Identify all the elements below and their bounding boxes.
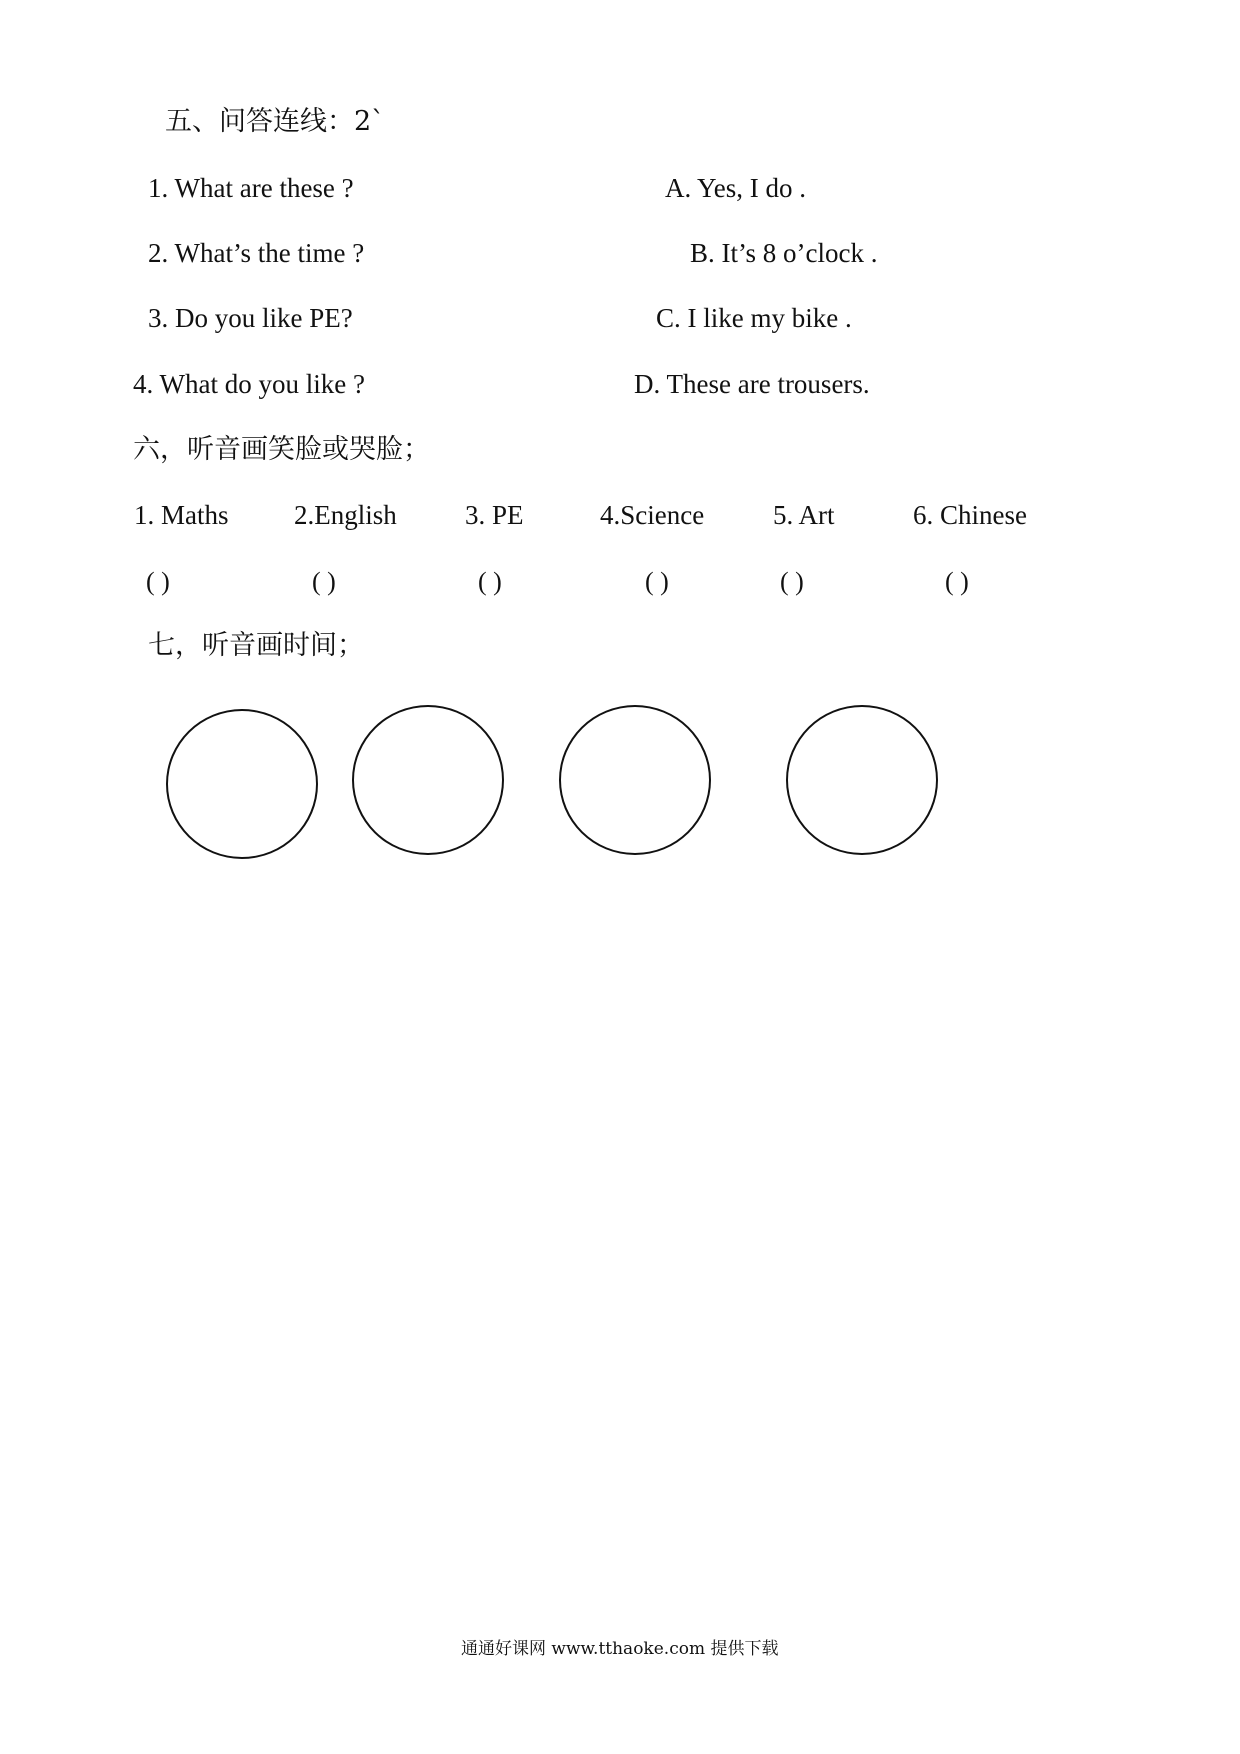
answer-blank[interactable]: ( ) [146, 567, 170, 596]
answer-b: B. It’s 8 o’clock . [690, 238, 878, 268]
question-4: 4. What do you like ? [133, 369, 365, 399]
section5-heading: 五、问答连线：2` [165, 106, 385, 137]
clock-face-circle[interactable] [166, 709, 318, 859]
answer-blank[interactable]: ( ) [312, 567, 336, 596]
answer-blank[interactable]: ( ) [478, 567, 502, 596]
clock-face-circle[interactable] [786, 705, 938, 855]
clock-face-circle[interactable] [352, 705, 504, 855]
answer-a: A. Yes, I do . [665, 173, 807, 203]
section6-heading: 六，听音画笑脸或哭脸； [133, 434, 430, 465]
subject-5: 5. Art [773, 500, 835, 530]
footer-source: 通通好课网 www.tthaoke.com 提供下载 [461, 1639, 779, 1659]
subject-1: 1. Maths [134, 500, 229, 530]
section7-heading: 七，听音画时间； [148, 630, 364, 661]
question-1: 1. What are these ? [148, 173, 354, 203]
subject-6: 6. Chinese [913, 500, 1027, 530]
answer-blank[interactable]: ( ) [945, 567, 969, 596]
subject-4: 4.Science [600, 500, 705, 530]
question-3: 3. Do you like PE? [148, 303, 353, 333]
subject-3: 3. PE [465, 500, 524, 530]
question-2: 2. What’s the time ? [148, 238, 365, 268]
clock-face-circle[interactable] [559, 705, 711, 855]
answer-c: C. I like my bike . [656, 303, 852, 333]
answer-blank[interactable]: ( ) [645, 567, 669, 596]
subject-2: 2.English [294, 500, 397, 530]
answer-blank[interactable]: ( ) [780, 567, 804, 596]
answer-d: D. These are trousers. [634, 369, 870, 399]
